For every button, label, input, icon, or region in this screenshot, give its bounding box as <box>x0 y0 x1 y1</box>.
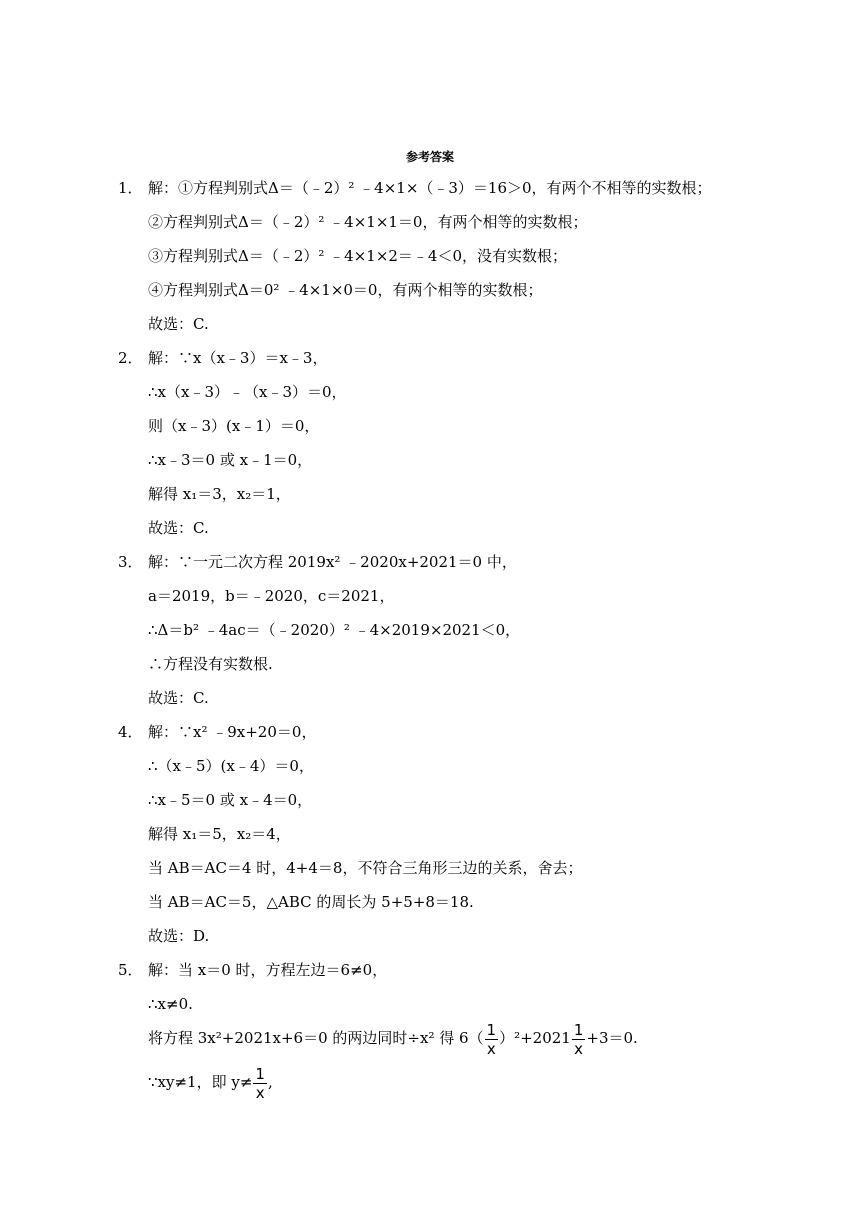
q5-line-4-part-b: , <box>267 1073 273 1091</box>
q4-line-5: 当 AB＝AC＝4 时，4+4＝8，不符合三角形三边的关系，舍去； <box>148 859 583 877</box>
q5-line-4-part-a: ∵xy≠1，即 y≠ <box>148 1073 253 1091</box>
fraction-numerator: 1 <box>255 1064 265 1083</box>
fraction-denominator: x <box>486 1039 496 1058</box>
q1-line-3: ③方程判别式Δ＝（﹣2）² ﹣4×1×2＝﹣4＜0，没有实数根； <box>148 247 568 265</box>
q1-answer: 故选：C. <box>148 315 209 333</box>
fraction-denominator: x <box>255 1083 265 1102</box>
page-title: 参考答案 <box>405 150 454 164</box>
q5-line-3-part-a: 将方程 3x²+2021x+6＝0 的两边同时÷x² 得 6（ <box>148 1029 484 1047</box>
q1-line-4: ④方程判别式Δ＝0² ﹣4×1×0＝0，有两个相等的实数根； <box>148 281 543 299</box>
q3-answer: 故选：C. <box>148 689 209 707</box>
q4-line-6: 当 AB＝AC＝5，△ABC 的周长为 5+5+8＝18. <box>148 893 474 911</box>
q1-line-2: ②方程判别式Δ＝（﹣2）² ﹣4×1×1＝0，有两个相等的实数根； <box>148 213 588 231</box>
q4-line-4: 解得 x₁＝5，x₂＝4， <box>148 825 291 843</box>
q2-line-5: 解得 x₁＝3，x₂＝1， <box>148 485 291 503</box>
q4-answer: 故选：D. <box>148 927 210 945</box>
q2-answer: 故选：C. <box>148 519 209 537</box>
fraction-one-over-x <box>572 1021 586 1058</box>
q4-line-2: ∴（x﹣5）(x﹣4）＝0， <box>148 757 314 775</box>
q2-line-4: ∴x﹣3＝0 或 x﹣1＝0， <box>148 451 313 469</box>
q3-line-2: a＝2019，b＝﹣2020，c＝2021， <box>148 587 395 605</box>
fraction-one-over-x <box>485 1021 499 1058</box>
q5-line-4 <box>148 1056 273 1108</box>
fraction-one-over-x <box>253 1065 267 1102</box>
q4-line-3: ∴x﹣5＝0 或 x﹣4＝0， <box>148 791 313 809</box>
q5-line-1: 解：当 x＝0 时，方程左边＝6≠0， <box>148 961 388 979</box>
q1-line-1: 解：①方程判别式Δ＝（﹣2）² ﹣4×1×（﹣3）＝16＞0，有两个不相等的实数根； <box>148 179 712 197</box>
q4-line-1: 解：∵x² ﹣9x+20＝0， <box>148 723 317 741</box>
q2-line-3: 则（x﹣3）(x﹣1）＝0， <box>148 417 320 435</box>
fraction-numerator: 1 <box>573 1020 584 1039</box>
q5-line-3-part-b: ）²+2021 <box>499 1029 571 1047</box>
fraction-numerator: 1 <box>486 1020 497 1039</box>
q4-number: 4． <box>118 723 143 741</box>
q5-number: 5． <box>118 961 143 979</box>
q2-number: 2． <box>118 349 143 367</box>
q3-line-4: ∴方程没有实数根. <box>148 655 273 673</box>
fraction-denominator: x <box>574 1039 584 1058</box>
q3-number: 3． <box>118 553 143 571</box>
q2-line-1: 解：∵x（x﹣3）＝x﹣3， <box>148 349 328 367</box>
q5-line-3-part-c: +3＝0. <box>586 1029 638 1047</box>
q1-number: 1． <box>118 179 143 197</box>
q3-line-1: 解：∵一元二次方程 2019x² ﹣2020x+2021＝0 中， <box>148 553 517 571</box>
q3-line-3: ∴Δ＝b² ﹣4ac＝（﹣2020）² ﹣4×2019×2021＜0， <box>148 621 521 639</box>
q5-line-2: ∴x≠0. <box>148 995 193 1013</box>
q2-line-2: ∴x（x﹣3）﹣（x﹣3）＝0， <box>148 383 347 401</box>
